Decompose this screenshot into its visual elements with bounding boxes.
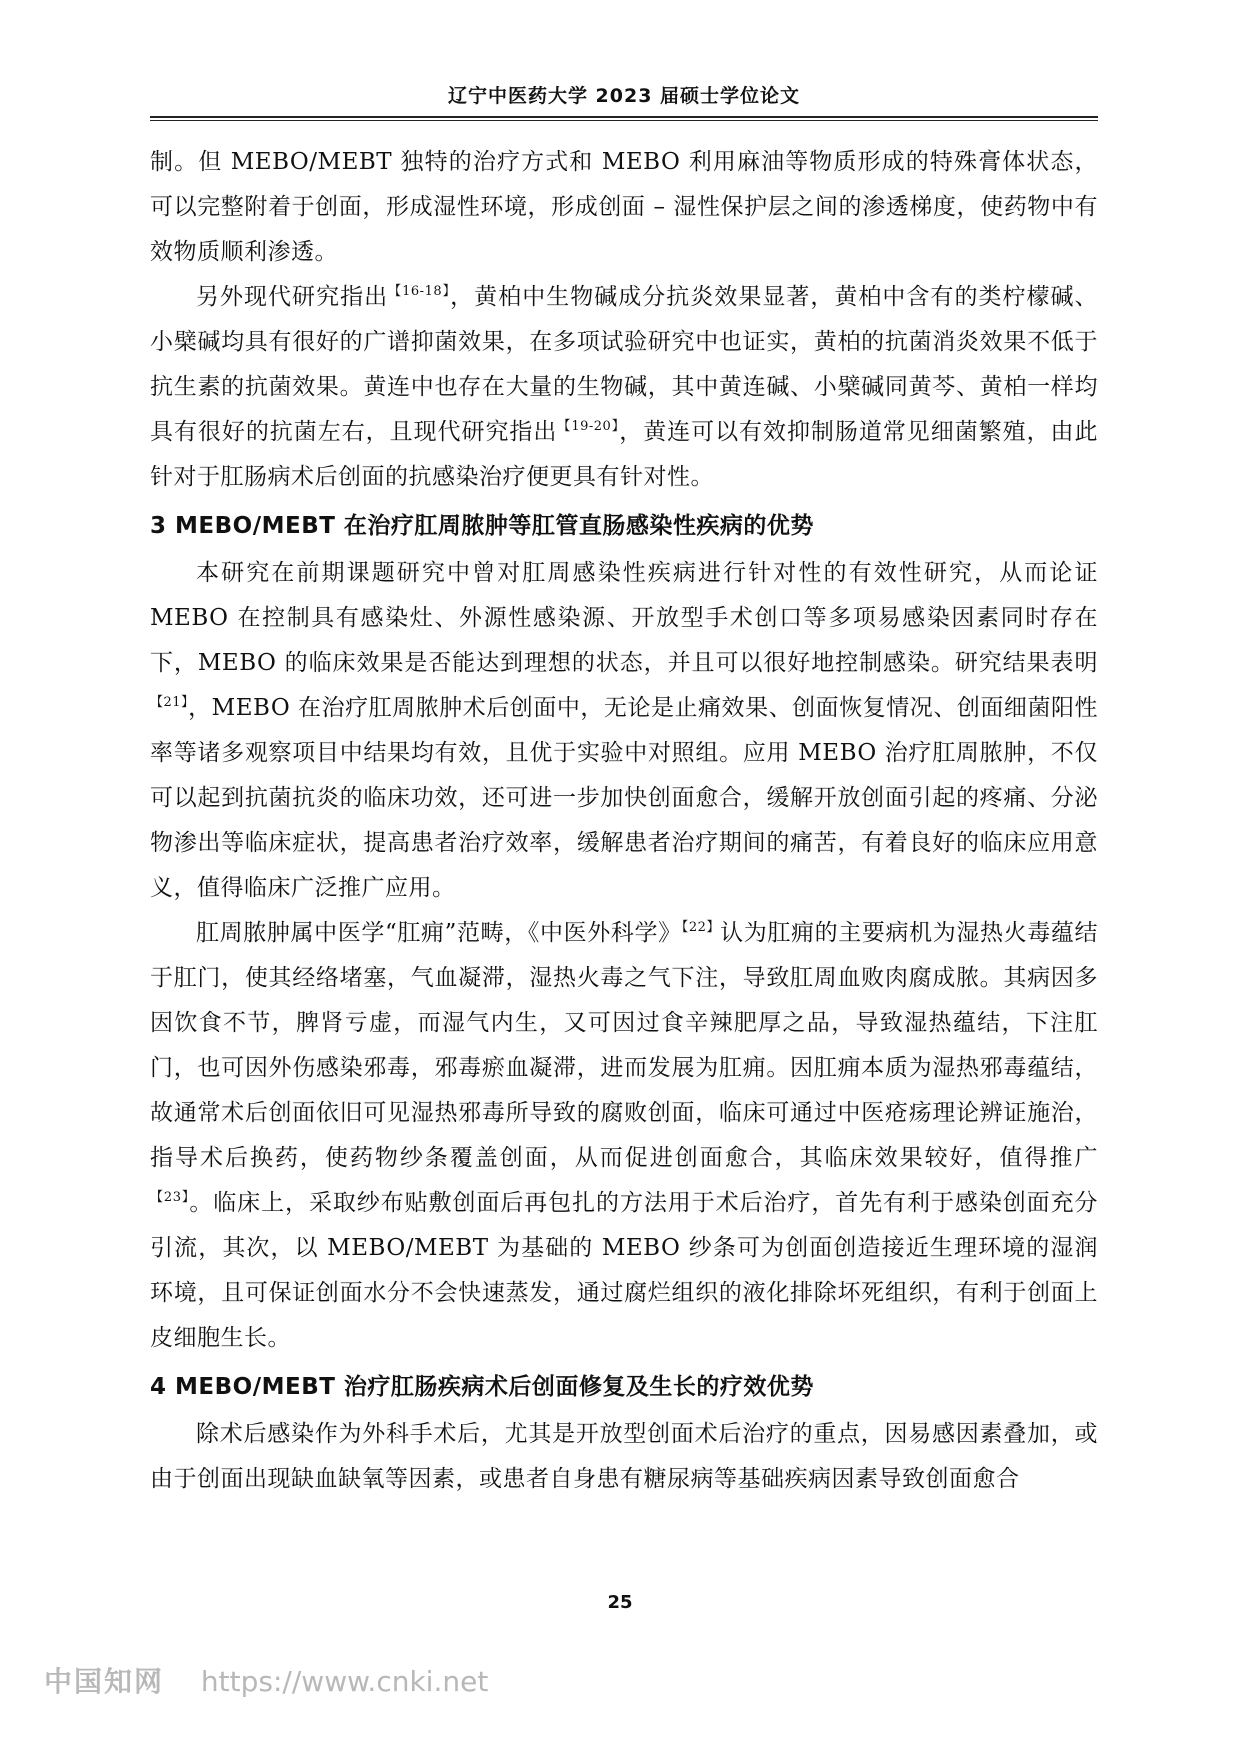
- text-run: 制。但 MEBO/MEBT 独特的治疗方式和 MEBO 利用麻油等物质形成的特殊膏体状态，可以完整附着于创面，形成湿性环境，形成创面 – 湿性保护层之间的渗透梯度，使药物中有效物质顺利渗透。: [150, 149, 1098, 265]
- body-paragraph: [150, 1412, 1098, 1502]
- text-run: 本研究在前期课题研究中曾对肛周感染性疾病进行针对性的有效性研究，从而论证 MEBO 在控制具有感染灶、外源性感染源、开放型手术创口等多项易感染因素同时存在下，MEBO 的临床效果是否能达到理想的状态，并且可以很好地控制感染。研究结果表明: [150, 560, 1098, 676]
- body-paragraph: [150, 140, 1098, 275]
- body-paragraph: [150, 275, 1098, 500]
- text-run: ，MEBO 在治疗肛周脓肿术后创面中，无论是止痛效果、创面恢复情况、创面细菌阳性率等诸多观察项目中结果均有效，且优于实验中对照组。应用 MEBO 治疗肛周脓肿，不仅可以起到抗菌抗炎的临床功效，还可进一步加快创面愈合，缓解开放创面引起的疼痛、分泌物渗出等临床症状，提高患者治疗效率，缓解患者治疗期间的痛苦，有着良好的临床应用意义，值得临床广泛推广应用。: [150, 695, 1098, 901]
- header-rule: [150, 116, 1098, 121]
- text-run: 3 MEBO/MEBT 在治疗肛周脓肿等肛管直肠感染性疾病的优势: [150, 513, 814, 539]
- section-heading: [150, 504, 1098, 549]
- text-run: 4 MEBO/MEBT 治疗肛肠疾病术后创面修复及生长的疗效优势: [150, 1374, 814, 1400]
- text-run: ，黄柏中生物碱成分抗炎效果显著，黄柏中含有的类柠檬碱、小檗碱均具有很好的广谱抑菌效果，在多项试验研究中也证实，黄柏的抗菌消炎效果不低于抗生素的抗菌效果。黄连中也存在大量的生物碱，其中黄连碱、小檗碱同黄芩、黄柏一样均具有很好的抗菌左右，且现代研究指出: [150, 284, 1099, 445]
- text-run: 另外现代研究指出: [196, 284, 389, 310]
- citation-ref: 【23】: [150, 1190, 190, 1205]
- running-header: 辽宁中医药大学 2023 届硕士学位论文: [447, 85, 801, 107]
- body-paragraph: [150, 911, 1098, 1361]
- section-heading: [150, 1365, 1098, 1410]
- text-run: 认为肛痈的主要病机为湿热火毒蕴结于肛门，使其经络堵塞，气血凝滞，湿热火毒之气下注，导致肛周血败肉腐成脓。其病因多因饮食不节，脾肾亏虚，而湿气内生，又可因过食辛辣肥厚之品，导致湿热蕴结，下注肛门，也可因外伤感染邪毒，邪毒瘀血凝滞，进而发展为肛痈。因肛痈本质为湿热邪毒蕴结，故通常术后创面依旧可见湿热邪毒所导致的腐败创面，临床可通过中医疮疡理论辨证施治，指导术后换药，使药物纱条覆盖创面，从而促进创面愈合，其临床效果较好，值得推广: [150, 920, 1099, 1171]
- body-paragraph: [150, 551, 1098, 911]
- citation-ref: 【19-20】: [557, 419, 620, 434]
- text-run: 肛周脓肿属中医学“肛痈”范畴，《中医外科学》: [196, 920, 682, 946]
- citation-ref: 【22】: [681, 920, 721, 935]
- cnki-watermark: [44, 1660, 488, 1700]
- document-body: [150, 140, 1098, 1502]
- text-run: ，黄连可以有效抑制肠道常见细菌繁殖，由此针对于肛肠病术后创面的抗感染治疗便更具有针对性。: [150, 419, 1099, 490]
- watermark-url: https://www.cnki.net: [200, 1665, 489, 1698]
- text-run: 。临床上，采取纱布贴敷创面后再包扎的方法用于术后治疗，首先有利于感染创面充分引流，其次，以 MEBO/MEBT 为基础的 MEBO 纱条可为创面创造接近生理环境的湿润环境，且可保证创面水分不会快速蒸发，通过腐烂组织的液化排除坏死组织，有利于创面上皮细胞生长。: [150, 1190, 1099, 1351]
- watermark-logo: 中国知网: [44, 1665, 165, 1698]
- citation-ref: 【21】: [150, 695, 189, 710]
- citation-ref: 【16-18】: [388, 284, 451, 299]
- page-number: 25: [607, 1592, 633, 1613]
- text-run: 除术后感染作为外科手术后，尤其是开放型创面术后治疗的重点，因易感因素叠加，或由于创面出现缺血缺氧等因素，或患者自身患有糖尿病等基础疾病因素导致创面愈合: [150, 1421, 1098, 1492]
